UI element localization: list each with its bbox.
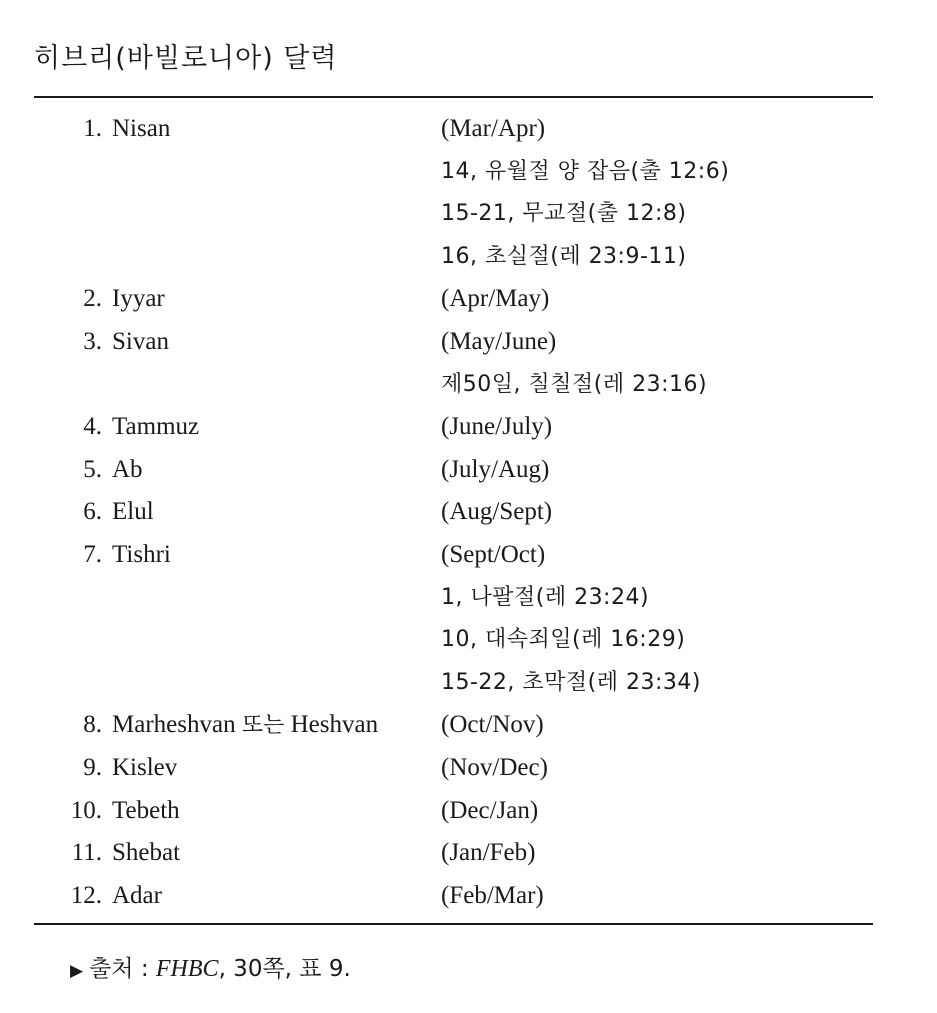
month-name xyxy=(112,491,154,534)
feast-row xyxy=(0,193,937,236)
month-number: 9. xyxy=(83,753,102,781)
month-name-text: Tishri xyxy=(112,540,171,568)
month-row xyxy=(0,832,937,875)
month-name xyxy=(112,790,180,833)
month-number: 8. xyxy=(83,711,102,739)
feast-note: 제50일, 칠칠절(레 23:16) xyxy=(441,371,708,397)
top-rule xyxy=(34,96,873,98)
month-name-text: Kislev xyxy=(112,753,178,781)
month-row xyxy=(0,747,937,790)
month-row xyxy=(0,108,937,151)
feast-row xyxy=(0,364,937,407)
month-number: 2. xyxy=(83,285,102,313)
month-name-text: Tammuz xyxy=(112,413,200,441)
month-period: (Sept/Oct) xyxy=(441,540,546,568)
month-period: (Dec/Jan) xyxy=(441,796,539,824)
month-name xyxy=(112,534,171,577)
month-name xyxy=(112,108,170,151)
feast-row xyxy=(0,236,937,279)
month-period: (June/July) xyxy=(441,413,553,441)
month-name xyxy=(112,832,180,875)
month-name xyxy=(112,875,162,918)
month-period: (Feb/Mar) xyxy=(441,881,544,909)
month-number: 1. xyxy=(83,115,102,142)
month-row xyxy=(0,790,937,833)
month-number: 4. xyxy=(83,413,102,441)
month-name-text: Shebat xyxy=(112,839,181,867)
feast-row xyxy=(0,151,937,194)
feast-note: 16, 초실절(레 23:9-11) xyxy=(441,243,687,269)
month-row xyxy=(0,704,937,747)
month-name xyxy=(112,449,143,492)
month-period: (May/June) xyxy=(441,327,557,355)
page-title: 히브리(바빌로니아) 달력 xyxy=(34,43,338,74)
month-name-text: Ab xyxy=(112,455,143,483)
feast-row xyxy=(0,577,937,620)
source-suffix: , 30쪽, 표 9. xyxy=(218,956,351,982)
feast-note: 14, 유월절 양 잡음(출 12:6) xyxy=(441,158,730,184)
month-name-text: Tebeth xyxy=(112,796,180,824)
month-period: (Jan/Feb) xyxy=(441,839,536,867)
month-name xyxy=(112,747,177,790)
feast-note: 15-22, 초막절(레 23:34) xyxy=(441,669,701,695)
month-row xyxy=(0,875,937,918)
feast-note: 1, 나팔절(레 23:24) xyxy=(441,584,650,610)
month-name xyxy=(112,406,199,449)
month-number: 3. xyxy=(83,327,102,355)
month-period: (Apr/May) xyxy=(441,285,550,313)
month-period: (Mar/Apr) xyxy=(441,115,546,142)
month-period: (Oct/Nov) xyxy=(441,711,544,739)
month-name-connector: 또는 xyxy=(241,713,285,739)
month-number: 12. xyxy=(70,881,102,909)
month-number: 11. xyxy=(71,839,102,867)
source-note xyxy=(70,950,351,983)
month-row xyxy=(0,534,937,577)
month-row xyxy=(0,449,937,492)
source-book: FHBC xyxy=(155,956,219,982)
month-number: 6. xyxy=(83,498,102,526)
feast-note: 15-21, 무교절(출 12:8) xyxy=(441,201,687,227)
bottom-rule xyxy=(34,923,873,925)
month-row xyxy=(0,491,937,534)
month-name xyxy=(112,704,378,748)
month-name-text: Marheshvan xyxy=(112,711,236,739)
feast-row xyxy=(0,662,937,705)
month-number: 7. xyxy=(83,540,102,568)
month-name-text: Adar xyxy=(112,881,162,909)
month-name xyxy=(112,278,165,321)
month-name-text: Elul xyxy=(112,498,154,526)
source-prefix: 출처 : xyxy=(89,956,156,982)
month-row xyxy=(0,278,937,321)
feast-row xyxy=(0,619,937,662)
month-name-text: Sivan xyxy=(112,327,169,355)
month-name-text: Iyyar xyxy=(112,285,165,313)
month-row xyxy=(0,321,937,364)
month-name-alt: Heshvan xyxy=(290,711,379,739)
month-period: (Nov/Dec) xyxy=(441,753,548,781)
feast-note: 10, 대속죄일(레 16:29) xyxy=(441,627,686,653)
month-name xyxy=(112,321,169,364)
month-row xyxy=(0,406,937,449)
month-number: 5. xyxy=(83,455,102,483)
month-name-text: Nisan xyxy=(112,115,171,142)
month-period: (July/Aug) xyxy=(441,455,550,483)
calendar-table xyxy=(0,108,937,917)
triangle-bullet-icon: ▶ xyxy=(70,961,84,981)
month-period: (Aug/Sept) xyxy=(441,498,553,526)
month-number: 10. xyxy=(70,796,102,824)
